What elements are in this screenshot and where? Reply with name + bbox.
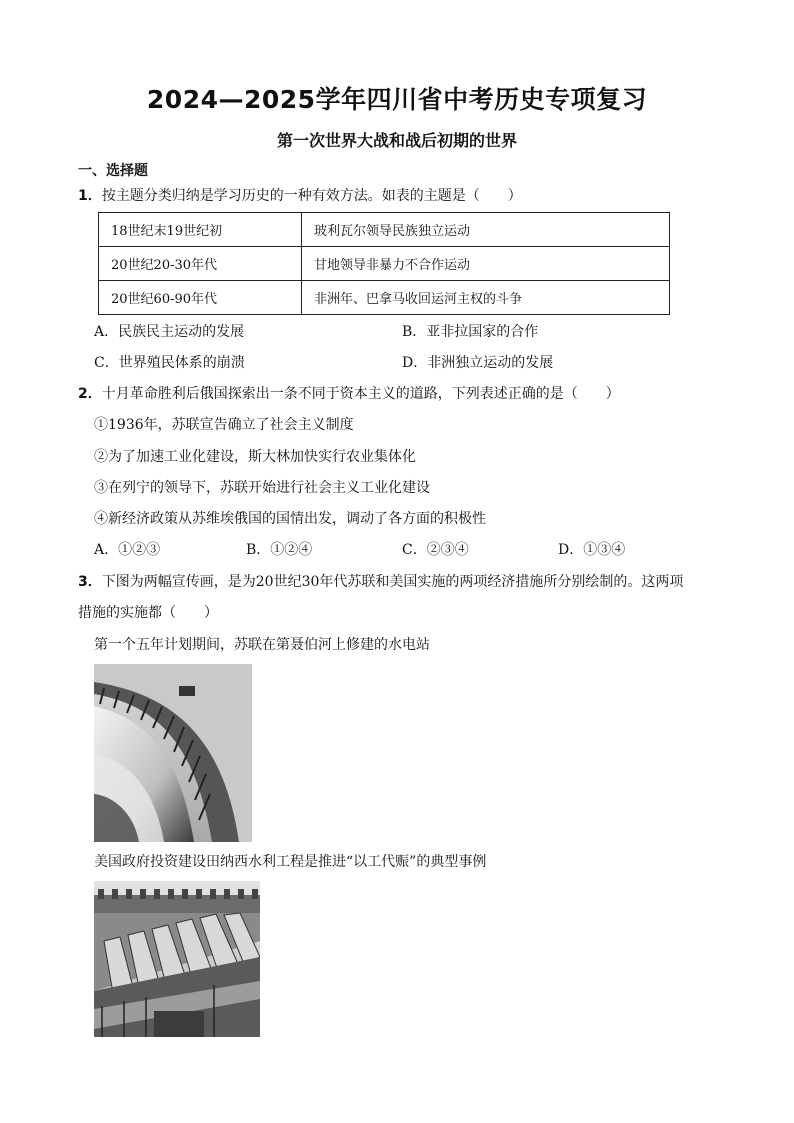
option-a[interactable]: A．①②③ (94, 542, 161, 558)
image-caption: 美国政府投资建设田纳西水利工程是推进“以工代赈”的典型事例 (94, 854, 487, 870)
question-stem: 按主题分类归纳是学习历史的一种有效方法。如表的主题是（ ） (101, 188, 522, 204)
statement-item: ①1936年，苏联宣告确立了社会主义制度 (94, 417, 354, 433)
table-cell: 甘地领导非暴力不合作运动 (302, 247, 670, 281)
question-stem: 十月革命胜利后俄国探索出一条不同于资本主义的道路，下列表述正确的是（ ） (101, 386, 620, 402)
option-c[interactable]: C．世界殖民体系的崩溃 (94, 355, 245, 371)
dnieper-dam-photo (94, 664, 252, 842)
table-row (99, 247, 670, 281)
statement-item: ③在列宁的领导下，苏联开始进行社会主义工业化建设 (94, 480, 430, 496)
dam-illustration-2 (94, 881, 260, 1037)
table-cell: 20世纪60-90年代 (99, 281, 302, 315)
option-b[interactable]: B．①②④ (246, 542, 313, 558)
question-number: 1． (78, 188, 102, 204)
document-title: 2024—2025学年四川省中考历史专项复习 (146, 85, 648, 114)
question-3 (78, 573, 683, 591)
table-row (99, 213, 670, 247)
question-number: 3． (78, 574, 102, 590)
question-stem-continued: 措施的实施都（ ） (78, 605, 218, 621)
image-caption: 第一个五年计划期间，苏联在第聂伯河上修建的水电站 (94, 637, 430, 653)
table-cell: 18世纪末19世纪初 (99, 213, 302, 247)
question-number: 2． (78, 386, 102, 402)
option-b[interactable]: B．亚非拉国家的合作 (402, 324, 539, 340)
option-c[interactable]: C．②③④ (402, 542, 469, 558)
table-cell: 玻利瓦尔领导民族独立运动 (302, 213, 670, 247)
question-stem: 下图为两幅宣传画，是为20世纪30年代苏联和美国实施的两项经济措施所分别绘制的。这两项 (101, 574, 684, 590)
statement-item: ④新经济政策从苏维埃俄国的国情出发，调动了各方面的积极性 (94, 511, 486, 527)
table-cell: 20世纪20-30年代 (99, 247, 302, 281)
theme-table (98, 212, 670, 315)
document-subtitle: 第一次世界大战和战后初期的世界 (276, 131, 517, 150)
table-row (99, 281, 670, 315)
tva-dam-photo (94, 881, 260, 1037)
option-a[interactable]: A．民族民主运动的发展 (94, 324, 245, 340)
question-2 (78, 385, 620, 403)
table-cell: 非洲年、巴拿马收回运河主权的斗争 (302, 281, 670, 315)
statement-item: ②为了加速工业化建设，斯大林加快实行农业集体化 (94, 449, 416, 465)
option-d[interactable]: D．①③④ (558, 542, 626, 558)
dam-illustration-1 (94, 664, 252, 842)
question-1 (78, 187, 522, 205)
option-d[interactable]: D．非洲独立运动的发展 (402, 355, 554, 371)
section-heading: 一、选择题 (78, 163, 148, 179)
